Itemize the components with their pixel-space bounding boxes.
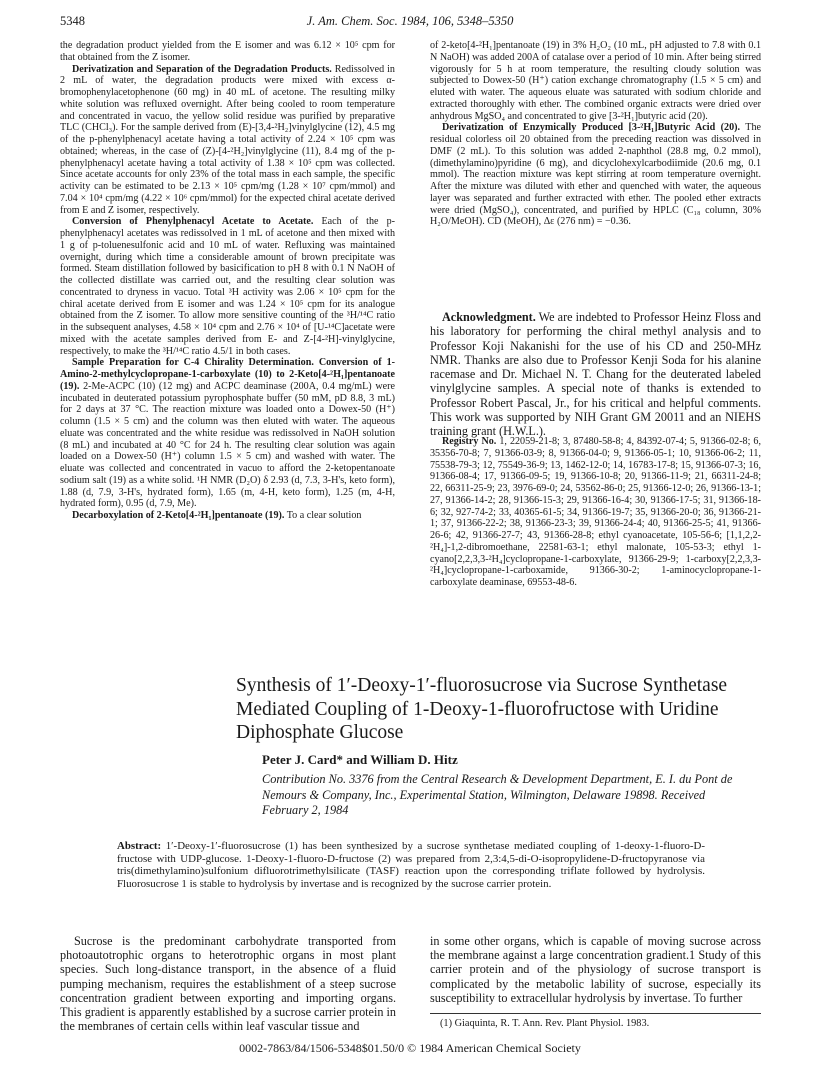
paragraph-heading: Sample Preparation for C-4 Chirality Determination. Conversion of 1-Amino-2-methylcyclopropane-1-carboxylate (10) to 2-Keto[4-²H₁]pentanoate (19).	[60, 357, 395, 392]
paragraph-heading: Derivatization of Enzymically Produced [3-²H₁]Butyric Acid (20).	[442, 122, 740, 134]
acknowledgment-heading: Acknowledgment.	[442, 310, 536, 324]
paragraph-heading: Conversion of Phenylphenacyl Acetate to Acetate.	[72, 216, 314, 228]
page-number: 5348	[60, 14, 85, 28]
registry-text: 1, 22059-21-8; 3, 87480-58-8; 4, 84392-07-4; 5, 91366-02-8; 6, 35356-70-8; 7, 91366-03-9; 8, 91366-04-0; 9, 91366-05-1; 10, 91366-06-2; 11, 75538-79-3; 12, 75549-36-9; 13, 1462-12-0; 14, 16783-17-8; 15, 91366-07-3; 16, 91366-08-4; 17, 91366-09-5; 19, 91366-10-8; 20, 91366-11-9; 21, 66311-24-8; 22, 66311-25-9; 23, 3976-69-0; 24, 53562-86-0; 25, 91366-12-0; 26, 91366-13-1; 27, 91366-14-2; 28, 91366-15-3; 29, 91366-16-4; 30, 91366-17-5; 31, 91366-18-6; 32, 927-74-2; 33, 40365-61-5; 34, 91366-19-7; 35, 91366-20-0; 36, 91366-21-1; 37, 91366-22-2; 38, 91366-23-3; 39, 91366-24-4; 40, 91366-25-5; 41, 91366-26-6; 42, 91366-27-7; 43, 91366-28-8; ethyl cyanoacetate, 105-56-6; [1,1,2,2-²H₄]-1,2-dibromoethane, 22581-63-1; ethyl malonate, 105-53-3; ethyl 1-cyano[2,2,3,3-²H₄]cyclopropane-1-carboxylate, 91366-29-9; 1-carboxy[2,2,3,3-²H₄]cyclopropane-1-carboxamide, 91366-30-2; 1-aminocyclopropane-1-carboxylate deaminase, 69553-48-6.	[430, 436, 761, 588]
paragraph	[60, 216, 395, 357]
paragraph-text: of 2-keto[4-²H₁]pentanoate (19) in 3% H₂O₂ (10 mL, pH adjusted to 7.8 with 0.1 N NaOH) was added 200A of catalase over a period of 10 min. After being stirred vigorously for 5 h at room temperature, the resulting cloudy solution was subjected to Dowex-50 (H⁺) cation exchange chromatography (1.5 × 5 cm) and eluted with water. The aqueous eluate was saturated with sodium chloride and extracted thoroughly with ether. The combined organic extracts were dried over anhydrous MgSO₄ and concentrated to give [3-²H₁]butyric acid (20).	[430, 40, 761, 122]
acknowledgment-text: We are indebted to Professor Heinz Floss and his laboratory for performing the chiral methyl analysis and to Professor Koji Nakanishi for the use of his CD and 250-MHz NMR. Thanks are also due to Professor Kenji Soda for his alanine racemase and Dr. Michael N. T. Chang for the deuterated labeled vinylglycine samples. A special note of thanks is extended to Professor Robert Pascal, Jr., for his critical and helpful comments. This work was supported by NIH Grant GM 20011 and an NIEHS training grant (H.W.L.).	[430, 310, 761, 439]
paragraph	[60, 510, 395, 522]
footnote-rule	[430, 1013, 761, 1014]
registry-heading: Registry No.	[442, 436, 497, 447]
journal-citation: J. Am. Chem. Soc. 1984, 106, 5348–5350	[306, 14, 514, 28]
body-paragraph: Sucrose is the predominant carbohydrate transported from photoautotrophic organs to heterotrophic organs in most plant species. Such long-distance transport, in the absence of a fluid pumping mechanism, requires the establishment of a steep sucrose concentration gradient between exporting and importing organs. This gradient is apparently established by a sucrose carrier protein in the membranes of certain cells within leaf vascular tissue and	[60, 934, 396, 1034]
paragraph	[430, 40, 761, 122]
paragraph-heading: Decarboxylation of 2-Keto[4-²H₁]pentanoate (19).	[72, 510, 285, 521]
paragraph-text: Each of the p-phenylphenacyl acetates was redissolved in 1 mL of acetone and then mixed with 1 g of p-toluenesulfonic acid and 10 mL of water. Refluxing was maintained overnight, during which time a considerable amount of brown precipitate was formed. Steam distillation followed by basicification to pH 8 with 0.1 N NaOH of the collected distillate was carried out, and the resulting clear solution was concentrated to dryness in vacuo. Total ³H activity was 2.06 × 10⁵ cpm for the chiral acetate derived from E isomer and was 1.24 × 10⁵ cpm for its analogue obtained from the Z isomer. To allow more sensitive counting of the ³H/¹⁴C ratio in the subsequent analyses, 4.58 × 10⁴ cpm and 2.76 × 10⁴ of [U-¹⁴C]acetate were mixed with the acetate samples derived from E- and Z-[4-²H]-vinylglycine, respectively, to make the ³H/¹⁴C ratio 4.5/1 in both cases.	[60, 216, 395, 357]
article-affiliation: Contribution No. 3376 from the Central Research & Development Department, E. I. du Pont de Nemours & Company, Inc., Experimental Station, Wilmington, Delaware 19898. Received February 2, 1984	[262, 772, 733, 817]
article-title: Synthesis of 1′-Deoxy-1′-fluorosucrose via Sucrose Synthetase Mediated Coupling of 1-Deoxy-1-fluorofructose with Uridine Diphosphate Glucose	[236, 675, 728, 743]
footnote: (1) Giaquinta, R. T. Ann. Rev. Plant Physiol. 1983.	[440, 1018, 650, 1029]
paragraph-heading: Derivatization and Separation of the Degradation Products.	[72, 63, 332, 75]
article-authors: Peter J. Card* and William D. Hitz	[262, 752, 458, 767]
paragraph-text: The residual colorless oil 20 obtained from the preceding reaction was dissolved in DMF (2 mL). To this solution was added 2-naphthol (28.8 mg, 0.2 mmol), (dimethylamino)pyridine (6 mg), and dicyclohexylcarbodiimide (20.6 mg, 0.1 mmol). The reaction mixture was kept stirring at room temperature overnight. After the mixture was diluted with ether and quenched with water, the aqueous layer was separated and further extracted with ether. The pooled ether extracts were dried (MgSO₄), concentrated, and purified by HPLC (C₁₈ column, 30% H₂O/MeOH). CD (MeOH), Δε (276 nm) = −0.36.	[430, 122, 761, 228]
previous-article-right-column	[430, 40, 761, 228]
body-left-column	[60, 934, 396, 1033]
paragraph-text: the degradation product yielded from the E isomer and was 6.12 × 10⁵ cpm for that obtained from the Z isomer.	[60, 40, 395, 63]
abstract-label: Abstract:	[117, 840, 162, 852]
paragraph	[60, 40, 395, 64]
paragraph-text: Redissolved in 2 mL of water, the degradation products were mixed with excess α-bromophenylacetophenone (60 mg) in 40 mL of acetone. The resulting milky white solution was refluxed overnight. After being cooled to room temperature and concentrated in vacuo, the yellow solid residue was purified by preparative TLC (CHCl₃). For the sample derived from (E)-[3,4-²H₂]vinylglycine (12), 4.5 mg of the p-phenylphenacyl acetate having a total activity of 2.24 × 10⁵ cpm was obtained; whereas, in the case of (Z)-[4-²H₂]vinylglycine (11), 8.4 mg of the p-phenylphenacyl acetate having a total activity of 1.38 × 10⁵ cpm was collected. Since acetate accounts for only 23% of the total mass in each sample, the specific activity can be estimated to be 2.13 × 10⁵ cpm/mg (1.28 × 10⁷ cpm/mmol) and 7.04 × 10⁴ cpm/mg (4.22 × 10⁶ cpm/mmol) for the expected chiral acetate derived from E and Z isomer, respectively.	[60, 63, 395, 216]
paragraph-text: 2-Me-ACPC (10) (12 mg) and ACPC deaminase (200A, 0.4 mg/mL) were incubated in deuterated potassium pyrophosphate buffer (50 mM, pD 8.8, 3 mL) for 2 days at 37 °C. The reaction mixture was loaded onto a Dowex-50 (H⁺) column (1.5 × 5 cm) and the column was then eluted with water. The aqueous eluate was concentrated and the white residue was redissolved in NaOH solution (8 mL) and incubated at 40 °C for 24 h. The resulting clear solution was again loaded on a Dowex-50 (H⁺) column 1.5 × 5 cm) and washed with water. The eluate was collected and concentrated in vacuo to afford the 2-ketopentanoate sodium salt (19) as a white solid. ¹H NMR (D₂O) δ 2.93 (d, 7.3, 3-H's, keto form), 1.88 (d, 7.9, 3-H's, hydrated form), 1.65 (m, 4-H, keto form), 1.25 (m, 4-H, hydrated form), 0.95 (d, 7.9, Me).	[60, 380, 396, 510]
body-paragraph: in some other organs, which is capable of moving sucrose across the membrane against a large concentration gradient.1 Study of this carrier protein and of the physiology of sucrose transport is complicated by the metabolic lability of sucrose, especially its susceptibility to extracellular hydrolysis by invertase. To further	[430, 934, 761, 1005]
paragraph	[430, 122, 761, 228]
abstract-text: 1′-Deoxy-1′-fluorosucrose (1) has been synthesized by a sucrose synthetase mediated coupling of 1-deoxy-1-fluoro-D-fructose with UDP-glucose. 1-Deoxy-1-fluoro-D-fructose (2) was prepared from 2,3:4,5-di-O-isopropylidene-D-fructopyranose via tris(dimethylamino)sulfonium difluorotrimethylsilicate (TASF) reaction upon the corresponding triflate followed by hydrolysis. Fluorosucrose 1 is stable to hydrolysis by invertase and is recognized by the sucrose carrier protein.	[117, 840, 705, 890]
abstract	[117, 840, 705, 890]
page-footer: 0002-7863/84/1506-5348$01.50/0 © 1984 American Chemical Society	[239, 1041, 581, 1055]
registry-numbers	[430, 436, 761, 589]
running-header	[60, 14, 760, 32]
previous-article-left-column	[60, 40, 395, 522]
paragraph	[60, 357, 395, 510]
paragraph	[60, 64, 395, 217]
acknowledgment	[430, 310, 761, 439]
body-right-column	[430, 934, 761, 1005]
paragraph-text: To a clear solution	[286, 510, 362, 521]
